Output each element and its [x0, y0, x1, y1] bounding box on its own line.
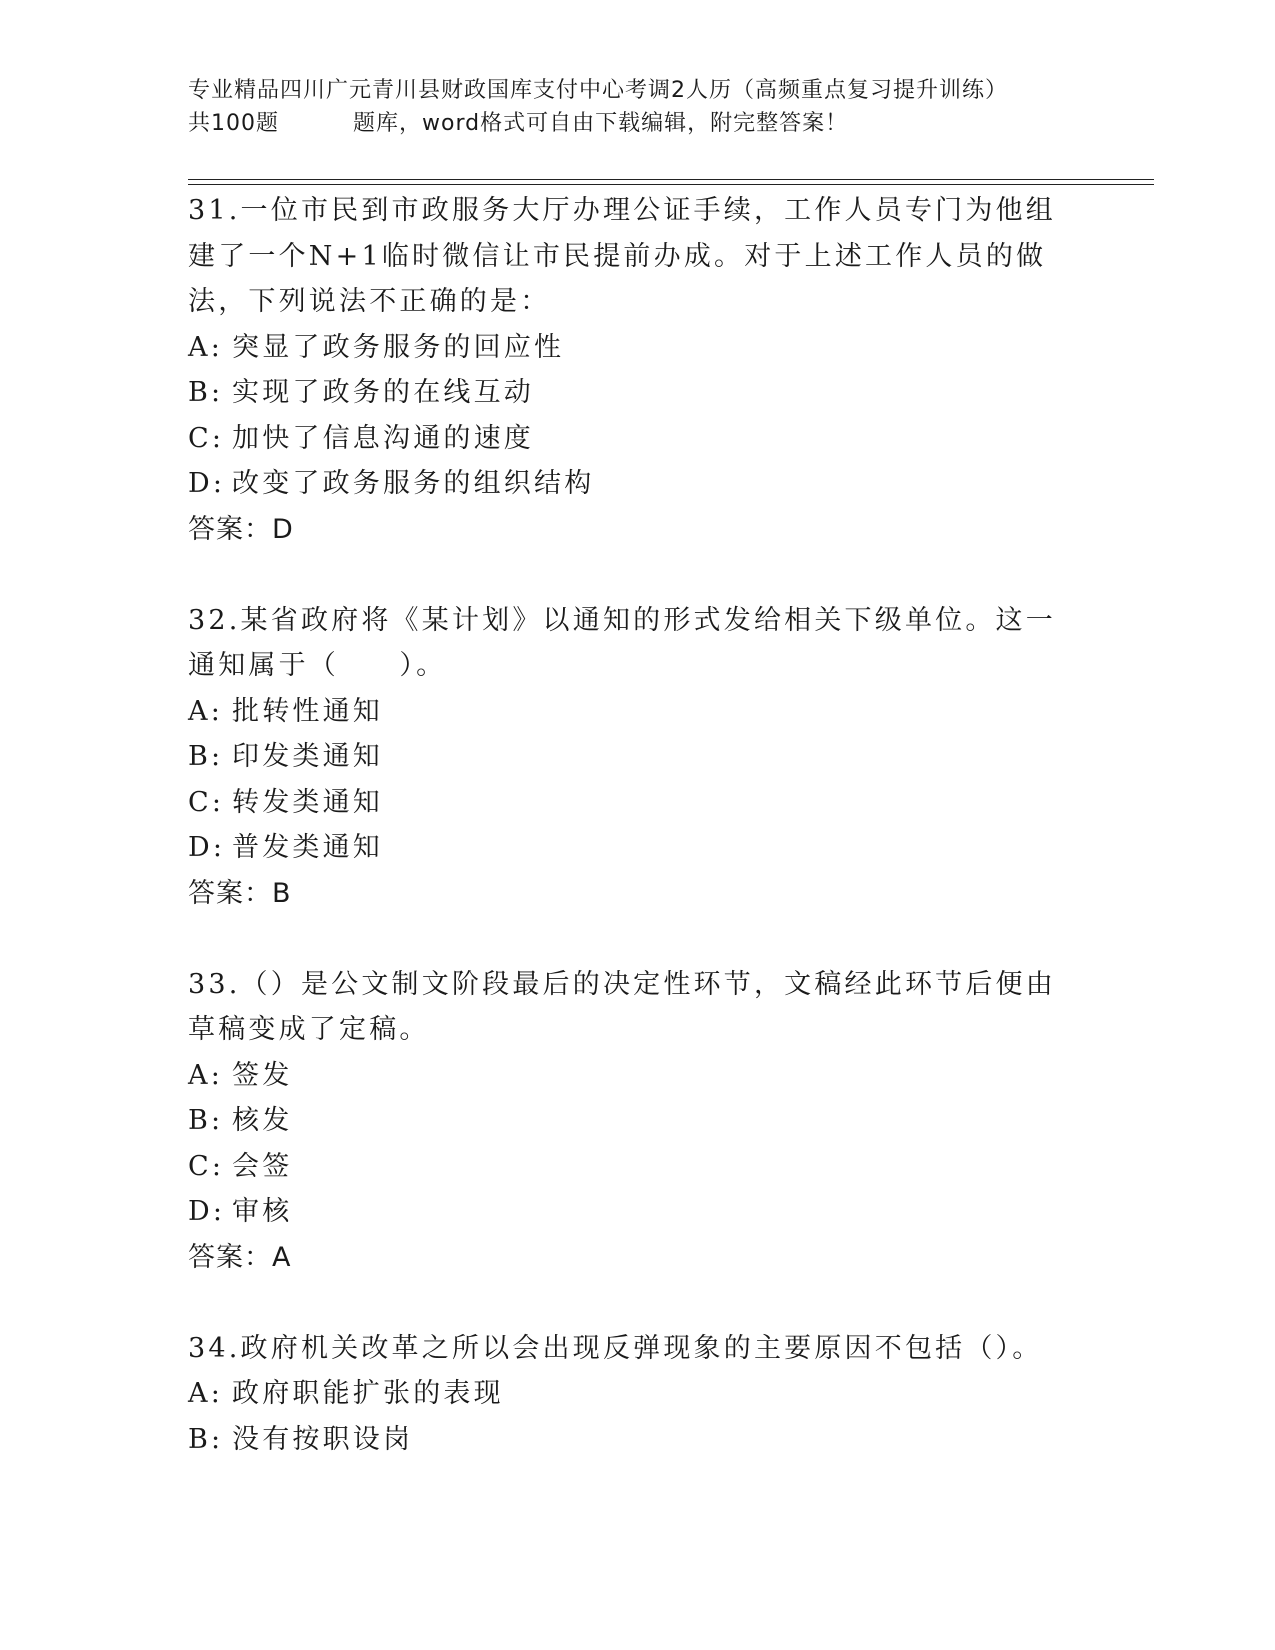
question-option [188, 370, 1088, 416]
option-text: 核发 [232, 1105, 293, 1136]
option-text: 实现了政务的在线互动 [232, 377, 534, 408]
question-option [188, 689, 1088, 735]
question-stem: 34.政府机关改革之所以会出现反弹现象的主要原因不包括（）。 [188, 1332, 1043, 1364]
question-option [188, 825, 1088, 871]
option-letter: B: [188, 741, 224, 772]
question-answer: 答案：B [188, 877, 292, 909]
question-stem: 32.某省政府将《某计划》以通知的形式发给相关下级单位。这一通知属于（ ）。 [188, 604, 1056, 681]
question-list [188, 188, 1088, 1462]
option-text: 会签 [232, 1150, 293, 1182]
option-text: 转发类通知 [232, 786, 383, 818]
option-text: 签发 [232, 1059, 293, 1091]
header-count: 共100题 [188, 111, 279, 136]
option-letter: C: [188, 1150, 225, 1182]
option-letter: A: [188, 1059, 223, 1091]
question-option [188, 734, 1088, 780]
question-option [188, 1417, 1088, 1463]
option-letter: A: [188, 331, 223, 363]
question-option [188, 1189, 1088, 1235]
question-option [188, 1144, 1088, 1190]
question-stem: 31.一位市民到市政服务大厅办理公证手续，工作人员专门为他组建了一个N+1临时微信让市民提前办成。对于上述工作人员的做法，下列说法不正确的是： [188, 195, 1056, 317]
header-divider-top [188, 179, 1154, 180]
option-letter: B: [188, 1423, 224, 1455]
question-item [188, 598, 1088, 917]
option-text: 审核 [232, 1196, 293, 1227]
option-letter: D: [188, 1196, 226, 1227]
option-letter: A: [188, 695, 223, 727]
option-letter: D: [188, 468, 226, 499]
option-text: 突显了政务服务的回应性 [232, 331, 565, 363]
question-answer: 答案：D [188, 513, 294, 545]
header-description: 题库，word格式可自由下载编辑，附完整答案！ [353, 111, 849, 136]
question-option [188, 416, 1088, 462]
question-option [188, 325, 1088, 371]
option-letter: C: [188, 422, 225, 454]
question-stem: 33.（）是公文制文阶段最后的决定性环节，文稿经此环节后便由草稿变成了定稿。 [188, 968, 1056, 1045]
question-item [188, 188, 1088, 552]
question-option [188, 780, 1088, 826]
header-divider-bottom [188, 184, 1154, 185]
page-header [188, 74, 1088, 140]
option-letter: A: [188, 1378, 223, 1409]
header-title-line1: 专业精品四川广元青川县财政国库支付中心考调2人历（高频重点复习提升训练） [188, 78, 1008, 103]
option-text: 政府职能扩张的表现 [232, 1378, 504, 1409]
option-text: 批转性通知 [232, 695, 383, 727]
question-item [188, 1326, 1088, 1463]
option-letter: D: [188, 832, 226, 863]
question-option [188, 1098, 1088, 1144]
option-letter: B: [188, 1105, 224, 1136]
question-option [188, 1053, 1088, 1099]
option-text: 加快了信息沟通的速度 [232, 422, 534, 454]
question-option [188, 461, 1088, 507]
question-answer: 答案：A [188, 1241, 292, 1273]
header-title-line2 [188, 107, 1088, 140]
option-text: 印发类通知 [232, 741, 383, 772]
option-letter: B: [188, 377, 224, 408]
option-letter: C: [188, 786, 225, 818]
question-item [188, 962, 1088, 1281]
option-text: 没有按职设岗 [232, 1423, 414, 1455]
option-text: 改变了政务服务的组织结构 [232, 468, 595, 499]
question-option [188, 1371, 1088, 1417]
option-text: 普发类通知 [232, 832, 383, 863]
